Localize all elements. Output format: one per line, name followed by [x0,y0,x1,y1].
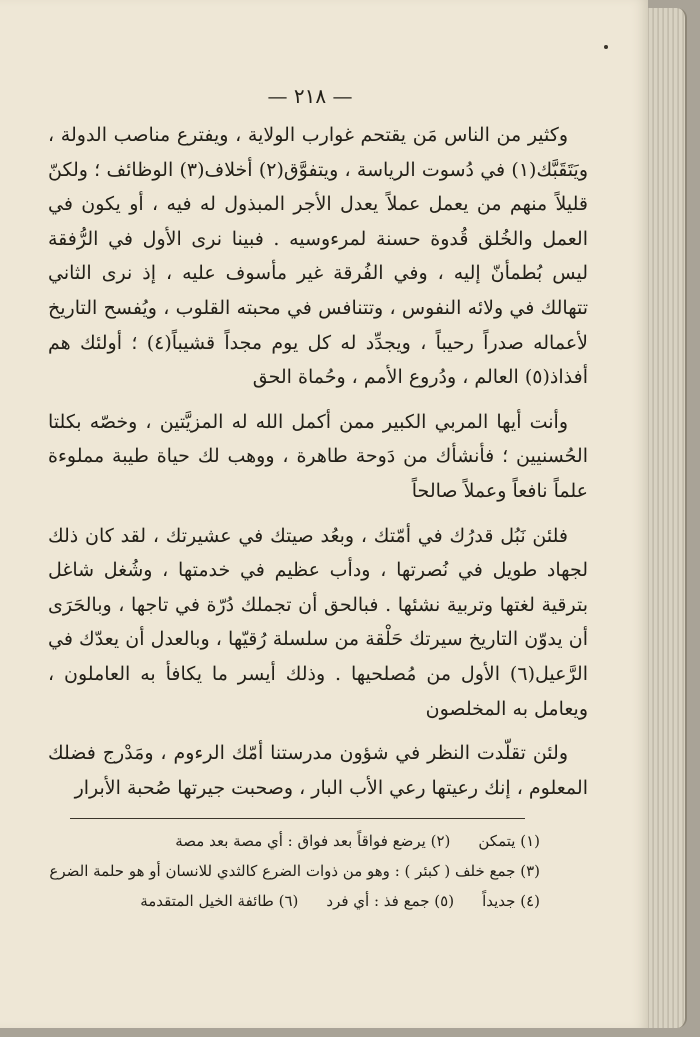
ink-dot [604,45,608,49]
paragraph-2: وأنت أيها المربي الكبير ممن أكمل الله له المزيَّتين ، وخصّه بكلتا الحُسنيين ؛ فأنشأك من دَوحة طاهرة ، ووهب لك حياة طيبة مملوءة علماً نافعاً وعملاً صالحاً [48,410,588,502]
footnote-2: (٢) يرضع فواقاً بعد فواق : أي مصة بعد مصة [175,832,451,850]
footnote-3: (٣) جمع خلف ( كبئر ) : وهو من ذوات الضرع كالثدي للانسان أو هو حلمة الضرع [49,862,540,880]
footnote-row [80,826,540,856]
paragraph-1: وكثير من الناس مَن يقتحم غوارب الولاية ، ويفترع مناصب الدولة ، ويَتَقَبَّك(١) في دُسوت الرياسة ، ويتفوَّق(٢) أخلاف(٣) الوظائف ؛ ولكنّ قليلاً منهم من يعمل عملاً يعدل الأجر المبذول له فيه ، أو يكون في العمل والخُلق قُدوة حسنة لمرءوسيه . فبينا نرى الأول في الرُّفقة ليس بُطمأنّ إليه ، وفي الفُرقة غير مأسوف عليه ، إذ نرى الثاني تتهالك في ولائه النفوس ، وتتنافس في محبته القلوب ، ويُفسح التاريخ لأعماله صدراً رحيباً ، ويجدِّد له كل يوم مجداً قشيباً(٤) ؛ أولئك هم أفذاذ(٥) العالم ، ودُروع الأمم ، وحُماة الحق [48,124,588,389]
footnote-row [49,856,540,886]
paragraph-3: فلئن نَبُل قدرُك في أمّتك ، وبعُد صيتك في عشيرتك ، لقد كان ذلك لجهاد طويل في نُصرتها ، ودأب عظيم في خدمتها ، وشُغل شاغل بترقية لغتها وتربية نشئها . فبالحق أن تجملك دُرّة في تاجها ، وبالحَرَى أن يدوّن التاريخ سيرتك حَلْقة من سلسلة رُقيّها ، وبالعدل أن يعدّك في الرَّعيل(٦) الأول من مُصلحيها . وذلك أيسر ما يكافأ به العاملون ، ويعامل به المخلصون [48,524,588,720]
paragraph-4: ولئن تقلّدت النظر في شؤون مدرستنا أمّك الرءوم ، ومَدْرج فضلك المعلوم ، إنك رعيتها رعي الأب البار ، وصحبت جيرتها صُحبة الأبرار [48,742,588,799]
footnote-4: (٤) جديداً [482,892,540,910]
footnote-divider [70,818,525,819]
footnotes [49,826,540,916]
footnote-6: (٦) طائفة الخيل المتقدمة [140,892,299,910]
footnote-5: (٥) جمع فذ : أي فرد [326,892,455,910]
page-number: — ٢١٨ — [267,84,353,108]
footnote-row [80,886,540,916]
body-text [48,118,588,815]
footnote-1: (١) يتمكن [478,832,540,850]
